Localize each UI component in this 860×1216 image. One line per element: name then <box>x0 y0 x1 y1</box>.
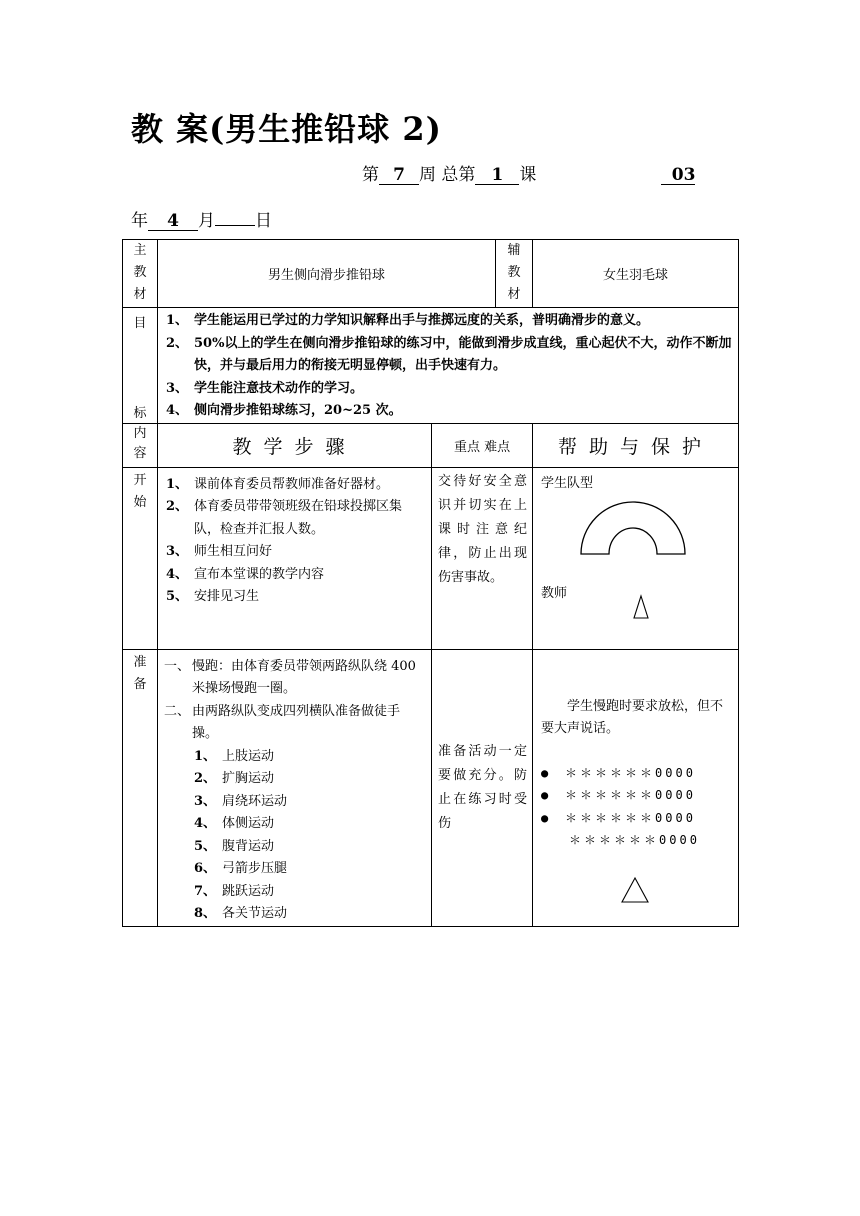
start-step: 2、 体育委员带带领班级在铅球投掷区集队，检查并汇报人数。 <box>166 499 403 537</box>
formation-row: ＊＊＊＊＊＊0000 <box>569 833 700 847</box>
start-key: 交待好安全意识并切实在上课时注意纪律，防止出现伤害事故。 <box>432 467 533 649</box>
start-label: 开 始 <box>123 467 158 649</box>
day-number <box>215 225 255 226</box>
exercise-item: 8、 各关节运动 <box>194 906 288 921</box>
lesson-number: 1 <box>475 166 519 185</box>
formation-row: ● ＊＊＊＊＊＊0000 <box>541 810 696 825</box>
exercise-item: 2、 扩胸运动 <box>194 771 275 786</box>
main-material-label: 主 教 材 <box>123 240 158 308</box>
goal-item: 1、 学生能运用已学过的力学知识解释出手与推掷远度的关系，普明确滑步的意义。 <box>166 313 650 328</box>
help-header: 帮助与保护 <box>533 423 739 467</box>
week-prefix: 第 <box>362 165 379 185</box>
steps-header: 教学步骤 <box>158 423 432 467</box>
week-line <box>362 160 695 185</box>
prep-label: 准 备 <box>123 649 158 926</box>
week-suffix: 周 总第 <box>419 165 476 185</box>
week-number: 7 <box>379 166 419 185</box>
formation-rows <box>541 762 700 852</box>
formation-row: ● ＊＊＊＊＊＊0000 <box>541 788 696 802</box>
prep-key: 准备活动一定要做充分。防止在练习时受伤 <box>432 649 533 926</box>
lesson-suffix: 课 <box>519 165 537 185</box>
prep-step: 二、 由两路纵队变成四列横队准备做徒手操。 <box>164 703 401 741</box>
teacher-triangle-icon <box>631 594 651 620</box>
formation-label: 学生队型 <box>541 475 594 491</box>
formation-arc-icon <box>577 498 689 560</box>
goal-item: 3、 学生能注意技术动作的学习。 <box>166 380 364 396</box>
goals-row <box>123 308 739 424</box>
start-help <box>533 467 739 649</box>
month-label: 月 <box>198 211 215 231</box>
start-step: 3、 师生相互问好 <box>166 544 273 559</box>
start-row <box>123 467 739 649</box>
main-material-value: 男生侧向滑步推铅球 <box>158 240 496 308</box>
start-step: 1、 课前体育委员帮教师准备好器材。 <box>166 476 390 492</box>
content-label: 内 容 <box>123 423 158 467</box>
goal-item: 4、 侧向滑步推铅球练习，20~25 次。 <box>166 403 402 418</box>
day-label: 日 <box>255 211 272 231</box>
start-step: 5、 安排见习生 <box>166 589 260 604</box>
goals-label: 目 标 <box>123 308 158 424</box>
code-number: 03 <box>661 166 695 185</box>
material-row <box>123 240 739 308</box>
prep-row <box>123 649 739 926</box>
header-row <box>123 423 739 467</box>
exercise-item: 7、 跳跃运动 <box>194 883 275 899</box>
aux-material-value: 女生羽毛球 <box>533 240 739 308</box>
exercise-item: 4、 体侧运动 <box>194 816 275 831</box>
prep-step: 一、 慢跑：由体育委员带领两路纵队绕 400 米操场慢跑一圈。 <box>164 658 416 696</box>
prep-help <box>533 649 739 926</box>
start-step: 4、 宣布本堂课的教学内容 <box>166 566 325 582</box>
key-header: 重点 难点 <box>432 423 533 467</box>
teacher-triangle-icon <box>620 876 650 904</box>
goal-item: 2、 50%以上的学生在侧向滑步推铅球的练习中，能做到滑步成直线，重心起伏不大，动作不断加快，并与最后用力的衔接无明显停顿，出手快速有力。 <box>166 335 732 373</box>
start-steps <box>158 467 432 649</box>
exercise-item: 6、 弓箭步压腿 <box>194 861 288 876</box>
teacher-label: 教师 <box>541 585 568 601</box>
date-line <box>131 206 272 231</box>
formation-row: ● ＊＊＊＊＊＊0000 <box>541 765 696 780</box>
aux-material-label: 辅 教 材 <box>496 240 533 308</box>
exercise-item: 5、 腹背运动 <box>194 838 275 854</box>
month-number: 4 <box>148 212 198 231</box>
prep-help-note: 学生慢跑时要求放松，但不要大声说话。 <box>541 698 724 736</box>
prep-steps <box>158 649 432 926</box>
exercise-item: 1、 上肢运动 <box>194 748 275 764</box>
page-title: 教 案(男生推铅球 2) <box>131 110 442 148</box>
year-label: 年 <box>131 211 148 231</box>
lesson-plan-table <box>122 239 739 927</box>
goals-content <box>158 308 739 424</box>
exercise-item: 3、 肩绕环运动 <box>194 793 288 809</box>
